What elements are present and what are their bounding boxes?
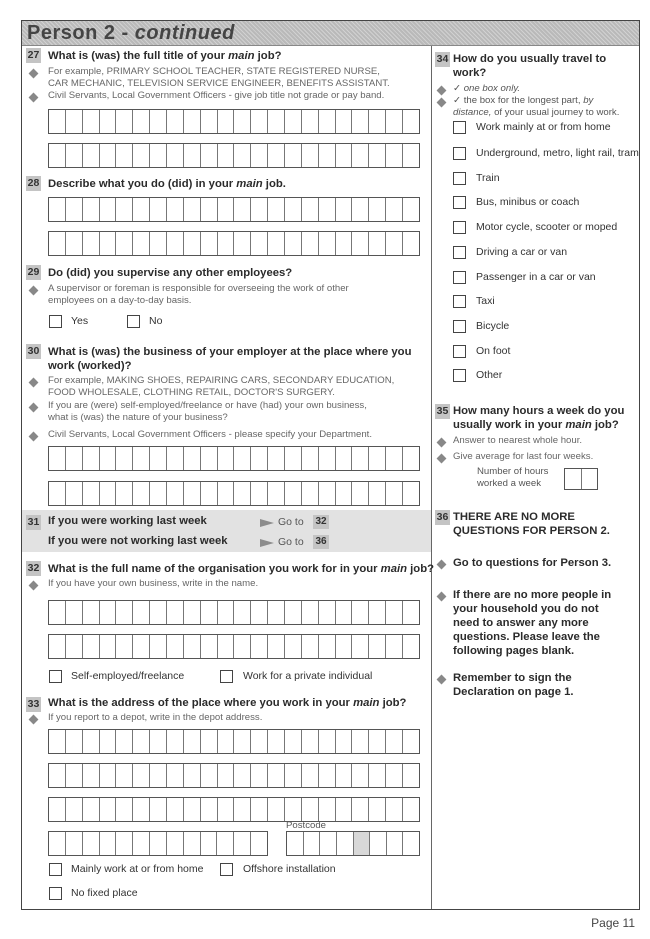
job-description-line-2[interactable] [48,231,420,256]
travel-option-label: Passenger in a car or van [476,271,596,283]
question-27-hint-2: Civil Servants, Local Government Officers - give job title not grade or pay band. [48,90,385,101]
job-title-line-1[interactable] [48,109,420,134]
go-to-person-3: Go to questions for Person 3. [453,557,612,569]
bullet-icon [437,592,447,602]
work-address-line-3[interactable] [48,797,420,822]
question-number-30: 30 [27,345,40,357]
postcode-input[interactable] [286,831,420,856]
question-number-27: 27 [27,49,40,61]
private-individual-checkbox[interactable] [220,670,233,683]
bullet-icon [29,432,39,442]
bullet-icon [29,378,39,388]
question-number-33: 33 [27,698,40,710]
question-27-title: What is (was) the full title of your main job? [48,50,282,62]
check-icon: ✓ [453,95,462,106]
travel-option-label: Driving a car or van [476,246,568,258]
form-page [21,20,640,910]
travel-option-label: Train [476,172,500,184]
job-title-line-2[interactable] [48,143,420,168]
arrow-right-icon [260,519,274,527]
organisation-name-line-1[interactable] [48,600,420,625]
work-address-line-1[interactable] [48,729,420,754]
question-33-hint: If you report to a depot, write in the depot address. [48,712,263,723]
work-address-line-4[interactable] [48,831,268,856]
travel-option-label: On foot [476,345,511,357]
section-title: Person 2 - continued [27,22,235,44]
question-number-34: 34 [436,53,449,65]
hours-input[interactable] [564,468,598,490]
bullet-icon [437,438,447,448]
travel-option-label: Bicycle [476,320,510,332]
private-individual-label: Work for a private individual [243,670,373,682]
bullet-icon [29,286,39,296]
travel-home-checkbox[interactable] [453,121,466,134]
question-34-hint-2: ✓ the box for the longest part, by distance, of your usual journey to work. [453,95,620,118]
travel-option-label: Other [476,369,503,381]
routing-line-working: If you were working last week [48,515,207,527]
travel-option-label: Underground, metro, light rail, tram [476,147,639,159]
question-number-36: 36 [436,511,449,523]
question-number-32: 32 [27,562,40,574]
mainly-home-label: Mainly work at or from home [71,863,204,875]
travel-other-checkbox[interactable] [453,369,466,382]
question-27-hint: For example, PRIMARY SCHOOL TEACHER, STATE REGISTERED NURSE, CAR MECHANIC, TELEVISION SERVICE ENGINEER, BENEFITS ASSISTANT. [48,66,390,89]
offshore-label: Offshore installation [243,863,336,875]
page-number: Page 11 [591,916,635,930]
travel-taxi-checkbox[interactable] [453,295,466,308]
question-30-title: What is (was) the business of your employer at the place where you work (worked)? [48,346,412,372]
question-29-title: Do (did) you supervise any other employees? [48,267,293,279]
travel-option-label: Work mainly at or from home [476,121,611,133]
goto-label: Go to [278,516,304,528]
question-number-35: 35 [436,405,449,417]
goto-label: Go to [278,536,304,548]
routing-line-not-working: If you were not working last week [48,535,228,547]
question-36-title: THERE ARE NO MORE QUESTIONS FOR PERSON 2. [453,511,610,537]
question-30-hint-2: If you are (were) self-employed/freelance or have (had) your own business, what is (was) the nature of your business? [48,400,367,423]
column-divider [431,46,432,909]
bullet-icon [29,581,39,591]
bullet-icon [437,454,447,464]
supervise-no-label: No [149,315,163,327]
question-28-title: Describe what you do (did) in your main job. [48,178,286,190]
bullet-icon [29,93,39,103]
question-32-title: What is the full name of the organisation you work for in your main job? [48,563,435,575]
bullet-icon [29,715,39,725]
travel-underground-checkbox[interactable] [453,147,466,160]
question-33-title: What is the address of the place where you work in your main job? [48,697,407,709]
travel-option-label: Motor cycle, scooter or moped [476,221,618,233]
question-30-hint: For example, MAKING SHOES, REPAIRING CARS, SECONDARY EDUCATION, FOOD WHOLESALE, CLOTHING RETAIL, DOCTOR'S SURGERY. [48,375,395,398]
no-more-people-note: If there are no more people in your household you do not need to answer any more questions. Please leave the following pages blank. [453,589,612,657]
check-icon: ✓ [453,83,462,94]
question-number-28: 28 [27,177,40,189]
question-30-hint-3: Civil Servants, Local Government Officers - please specify your Department. [48,429,373,440]
question-35-hint: Answer to nearest whole hour. [453,435,583,446]
bullet-icon [437,98,447,108]
travel-bicycle-checkbox[interactable] [453,320,466,333]
travel-driving-checkbox[interactable] [453,246,466,259]
supervise-yes-label: Yes [71,315,89,327]
arrow-right-icon [260,539,274,547]
travel-option-label: Bus, minibus or coach [476,196,580,208]
postcode-label: Postcode [286,820,327,831]
work-address-line-2[interactable] [48,763,420,788]
travel-bus-checkbox[interactable] [453,196,466,209]
employer-business-line-2[interactable] [48,481,420,506]
self-employed-checkbox[interactable] [49,670,62,683]
no-fixed-place-label: No fixed place [71,887,138,899]
bullet-icon [437,86,447,96]
employer-business-line-1[interactable] [48,446,420,471]
supervise-no-checkbox[interactable] [127,315,140,328]
hours-label: Number of hours worked a week [477,466,549,489]
bullet-icon [29,69,39,79]
bullet-icon [437,675,447,685]
goto-target-32: 32 [313,515,329,529]
organisation-name-line-2[interactable] [48,634,420,659]
section-header [22,21,639,46]
question-34-hint: ✓ one box only. [453,83,521,94]
self-employed-label: Self-employed/freelance [71,670,185,682]
travel-foot-checkbox[interactable] [453,345,466,358]
question-32-hint: If you have your own business, write in the name. [48,578,259,589]
travel-motorcycle-checkbox[interactable] [453,221,466,234]
bullet-icon [29,403,39,413]
question-35-title: How many hours a week do you usually work in your main job? [453,405,625,431]
offshore-checkbox[interactable] [220,863,233,876]
question-number-29: 29 [27,266,40,278]
question-number-31: 31 [27,516,40,528]
sign-declaration-note: Remember to sign the Declaration on page 1. [453,672,574,698]
question-34-title: How do you usually travel to work? [453,53,607,79]
question-29-hint: A supervisor or foreman is responsible for overseeing the work of other employees on a day-to-day basis. [48,283,349,306]
travel-train-checkbox[interactable] [453,172,466,185]
goto-target-36: 36 [313,535,329,549]
travel-passenger-checkbox[interactable] [453,271,466,284]
supervise-yes-checkbox[interactable] [49,315,62,328]
no-fixed-place-checkbox[interactable] [49,887,62,900]
question-35-hint-2: Give average for last four weeks. [453,451,594,462]
mainly-home-checkbox[interactable] [49,863,62,876]
bullet-icon [437,560,447,570]
travel-option-label: Taxi [476,295,495,307]
job-description-line-1[interactable] [48,197,420,222]
